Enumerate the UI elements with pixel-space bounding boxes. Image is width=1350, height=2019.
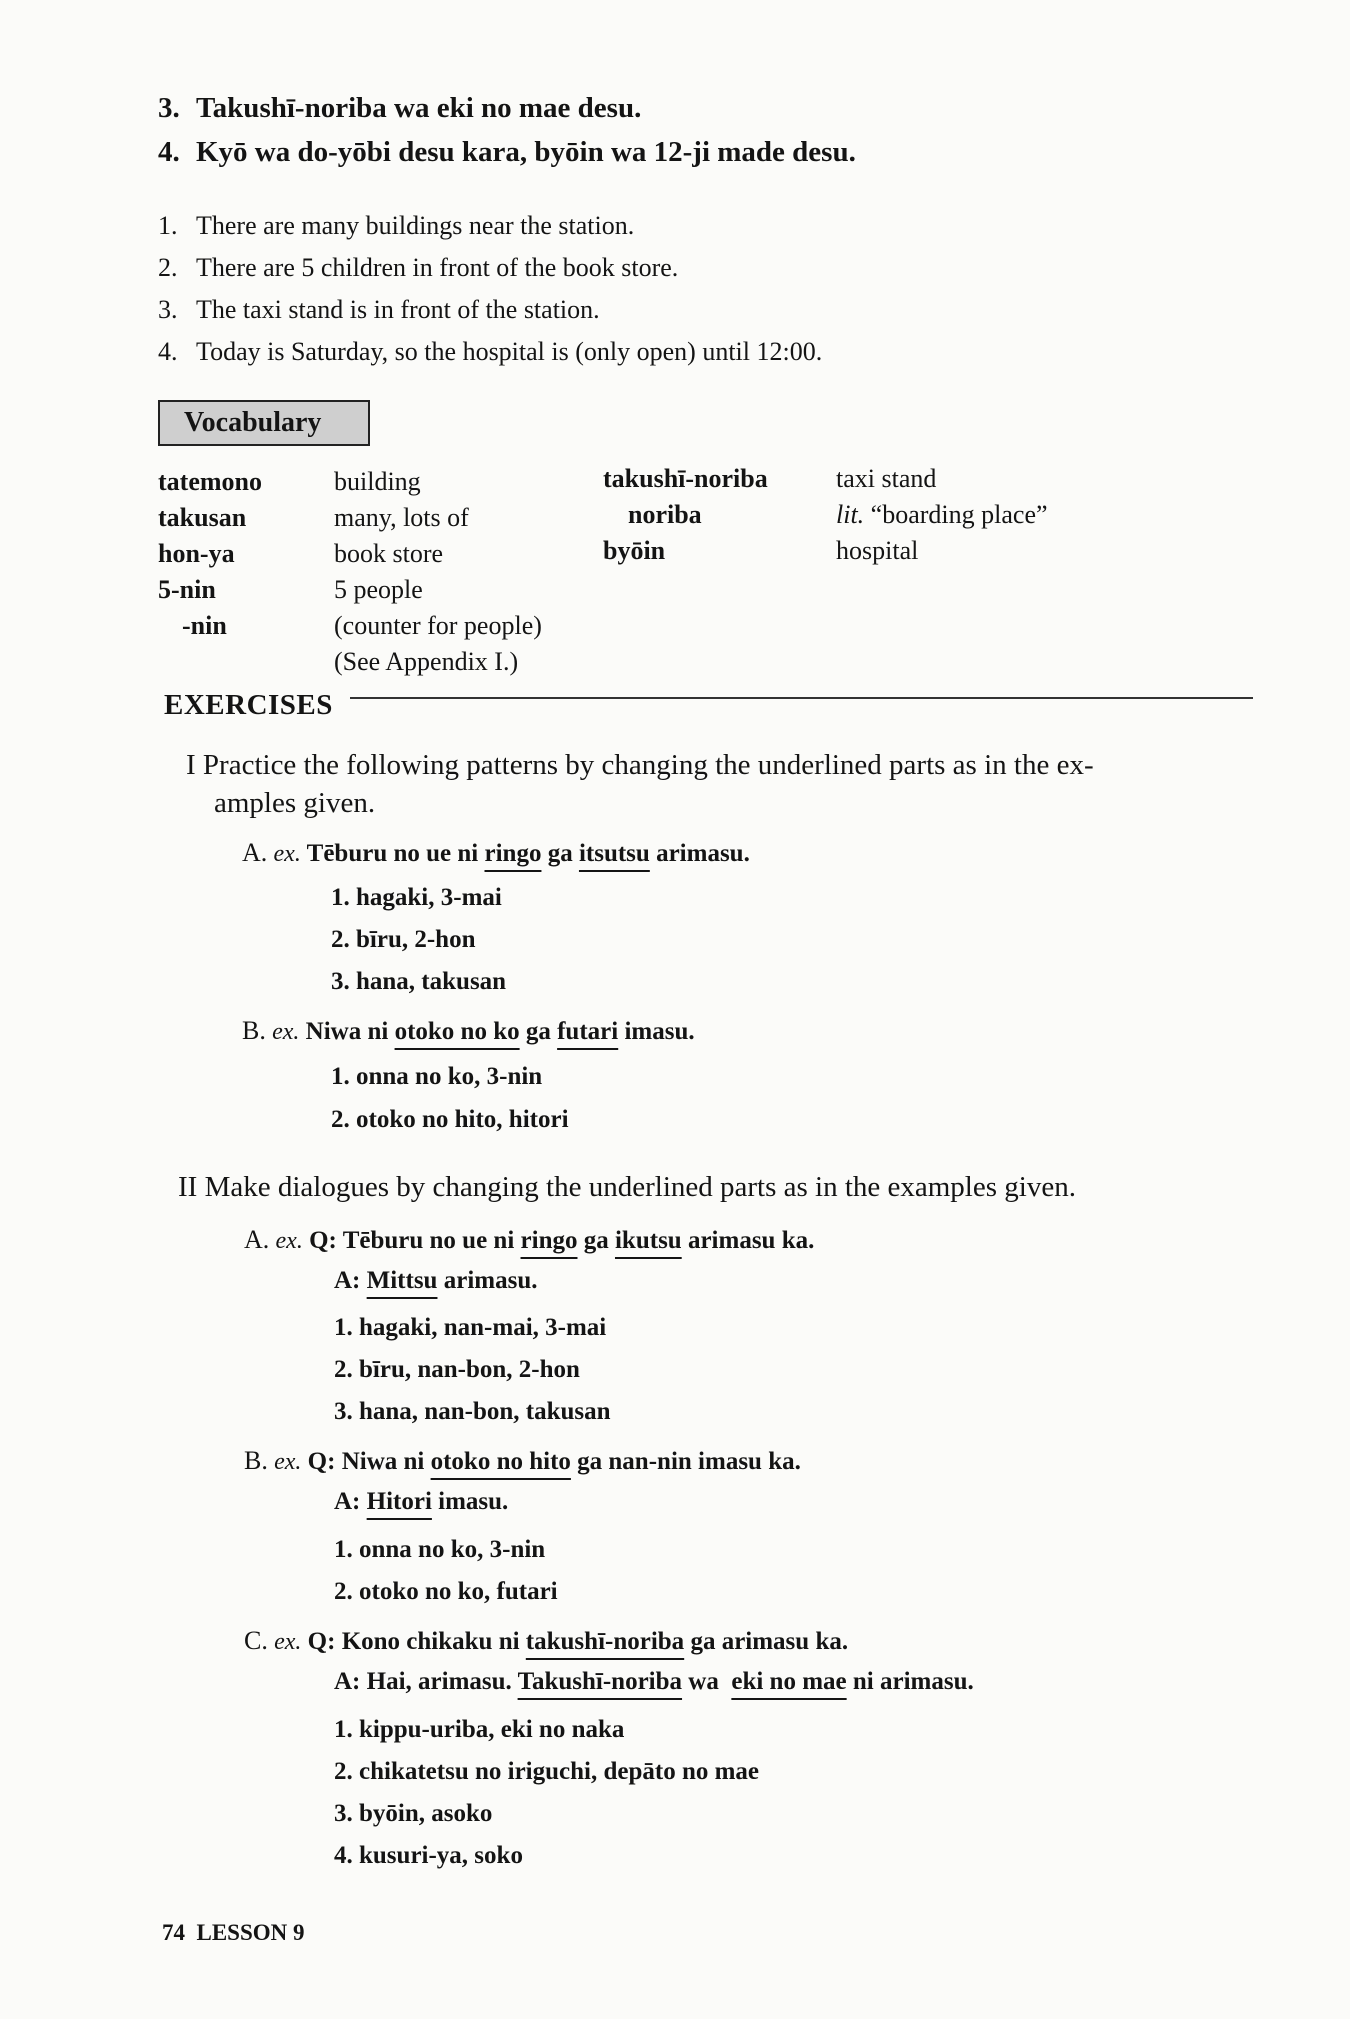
exercise-number: II — [178, 1171, 198, 1203]
q-label: Q: — [309, 1227, 337, 1254]
vocab-gloss: many, lots of — [334, 503, 469, 532]
drill-item: 3. byōin, asoko — [334, 1800, 493, 1827]
item-letter: B. — [244, 1446, 268, 1475]
translation-number: 4. — [158, 337, 178, 366]
exercise-i-a-example — [242, 838, 750, 868]
underlined-slot: Hitori — [366, 1488, 432, 1515]
example-text: ga arimasu ka. — [684, 1628, 849, 1655]
translation-text: There are 5 children in front of the book store. — [196, 253, 679, 282]
underlined-slot: itsutsu — [578, 840, 650, 867]
underlined-slot: Takushī-noriba — [517, 1668, 683, 1695]
vocab-term: noriba — [628, 500, 702, 529]
vocab-gloss: book store — [334, 539, 444, 568]
translation-3 — [158, 295, 600, 325]
item-letter: A. — [244, 1225, 270, 1254]
lit-gloss: “boarding place” — [870, 500, 1048, 529]
example-text: Tēburu no ue ni — [342, 1227, 521, 1254]
vocab-gloss: (counter for people) — [334, 611, 542, 640]
ex-mark: ex. — [272, 1019, 300, 1045]
translation-number: 1. — [158, 211, 178, 240]
exercises-heading: EXERCISES — [164, 689, 333, 721]
sentence-4 — [158, 136, 856, 169]
item-letter: A. — [242, 838, 268, 867]
translation-text: The taxi stand is in front of the station. — [196, 295, 600, 324]
vocab-term: takusan — [158, 503, 247, 532]
example-text: wa — [682, 1668, 732, 1695]
sentence-3 — [158, 92, 641, 125]
exercise-i-b-example — [242, 1016, 695, 1046]
drill-item: 1. kippu-uriba, eki no naka — [334, 1716, 625, 1743]
example-text: ni arimasu. — [846, 1668, 974, 1695]
drill-item: 1. hagaki, nan-mai, 3-mai — [334, 1314, 607, 1341]
underlined-slot: futari — [557, 1018, 619, 1045]
ex-mark: ex. — [273, 841, 301, 867]
underlined-slot: ringo — [484, 840, 542, 867]
instruction-text: Practice the following patterns by changing the underlined parts as in the ex- — [202, 749, 1094, 781]
exercise-ii-b-answer — [334, 1488, 508, 1516]
example-text: Niwa ni — [341, 1448, 431, 1475]
drill-item: 1. hagaki, 3-mai — [331, 884, 502, 911]
underlined-slot: eki no mae — [731, 1668, 847, 1695]
ex-mark: ex. — [274, 1449, 302, 1475]
example-text: ga — [541, 840, 579, 867]
example-text: arimasu. — [649, 840, 750, 867]
exercise-ii-c-answer — [334, 1668, 974, 1696]
drill-item: 2. otoko no hito, hitori — [331, 1106, 569, 1133]
underlined-slot: otoko no ko — [394, 1018, 520, 1045]
underlined-slot: takushī-noriba — [525, 1628, 685, 1655]
translation-number: 3. — [158, 295, 178, 324]
instruction-text: Make dialogues by changing the underlined parts as in the examples given. — [204, 1171, 1076, 1203]
vocabulary-heading-box — [158, 400, 370, 446]
a-label: A: — [334, 1668, 361, 1695]
section-rule — [350, 697, 1253, 699]
exercise-number: I — [186, 749, 196, 781]
example-text: Kono chikaku ni — [341, 1628, 526, 1655]
drill-item: 1. onna no ko, 3-nin — [331, 1063, 543, 1090]
sentence-number: 3. — [158, 92, 180, 124]
vocab-gloss: (See Appendix I.) — [334, 647, 519, 676]
q-label: Q: — [307, 1448, 336, 1475]
vocab-gloss: taxi stand — [836, 464, 937, 493]
underlined-slot: ikutsu — [614, 1227, 682, 1254]
example-text: ga nan-nin imasu ka. — [570, 1448, 801, 1475]
vocab-term: byōin — [603, 536, 666, 565]
drill-item: 2. chikatetsu no iriguchi, depāto no mae — [334, 1758, 760, 1785]
ex-mark: ex. — [275, 1228, 303, 1254]
vocab-gloss — [836, 500, 1048, 530]
drill-item: 2. bīru, 2-hon — [331, 926, 476, 953]
example-text: Hai, arimasu. — [366, 1668, 518, 1695]
translation-1 — [158, 211, 634, 241]
example-text: imasu. — [618, 1018, 695, 1045]
exercise-ii-instruction — [178, 1171, 1076, 1204]
a-label: A: — [334, 1488, 361, 1515]
vocab-gloss: 5 people — [334, 575, 423, 604]
vocab-term: takushī-noriba — [603, 464, 768, 493]
drill-item: 3. hana, takusan — [331, 968, 507, 995]
ex-mark: ex. — [274, 1629, 302, 1655]
lesson-label: LESSON 9 — [196, 1920, 305, 1945]
vocab-term: 5-nin — [158, 575, 216, 604]
page-footer — [162, 1920, 305, 1946]
sentence-text: Kyō wa do-yōbi desu kara, byōin wa 12-ji made desu. — [196, 136, 856, 168]
example-text: ga — [519, 1018, 558, 1045]
example-text: Niwa ni — [305, 1018, 395, 1045]
a-label: A: — [334, 1267, 361, 1294]
vocab-term: hon-ya — [158, 539, 235, 568]
page-number: 74 — [162, 1920, 185, 1945]
translation-text: Today is Saturday, so the hospital is (only open) until 12:00. — [196, 337, 823, 366]
translation-text: There are many buildings near the station. — [196, 211, 635, 240]
exercise-ii-c-question — [244, 1626, 848, 1656]
underlined-slot: ringo — [520, 1227, 578, 1254]
exercise-ii-a-answer — [334, 1267, 537, 1295]
vocab-term: -nin — [182, 611, 227, 640]
translation-2 — [158, 253, 678, 283]
drill-item: 2. otoko no ko, futari — [334, 1578, 558, 1605]
exercise-ii-b-question — [244, 1446, 801, 1476]
item-letter: C. — [244, 1626, 268, 1655]
sentence-text: Takushī-noriba wa eki no mae desu. — [196, 92, 642, 124]
item-letter: B. — [242, 1016, 266, 1045]
underlined-slot: Mittsu — [366, 1267, 438, 1294]
example-text: arimasu. — [437, 1267, 538, 1294]
drill-item: 3. hana, nan-bon, takusan — [334, 1398, 611, 1425]
drill-item: 2. bīru, nan-bon, 2-hon — [334, 1356, 580, 1383]
vocabulary-heading: Vocabulary — [184, 407, 322, 438]
translation-4 — [158, 337, 822, 367]
example-text: Tēburu no ue ni — [306, 840, 485, 867]
vocab-gloss: building — [334, 467, 421, 496]
vocab-term: tatemono — [158, 467, 262, 496]
vocab-gloss: hospital — [836, 536, 919, 565]
translation-number: 2. — [158, 253, 178, 282]
exercise-i-instruction-cont: amples given. — [214, 787, 376, 819]
exercise-i-instruction — [186, 749, 1094, 782]
example-text: imasu. — [431, 1488, 509, 1515]
drill-item: 1. onna no ko, 3-nin — [334, 1536, 546, 1563]
lit-abbrev: lit. — [836, 500, 865, 529]
example-text: arimasu ka. — [681, 1227, 815, 1254]
drill-item: 4. kusuri-ya, soko — [334, 1842, 523, 1869]
sentence-number: 4. — [158, 136, 180, 168]
underlined-slot: otoko no hito — [430, 1448, 571, 1475]
exercise-ii-a-question — [244, 1225, 814, 1255]
q-label: Q: — [307, 1628, 336, 1655]
example-text: ga — [577, 1227, 615, 1254]
